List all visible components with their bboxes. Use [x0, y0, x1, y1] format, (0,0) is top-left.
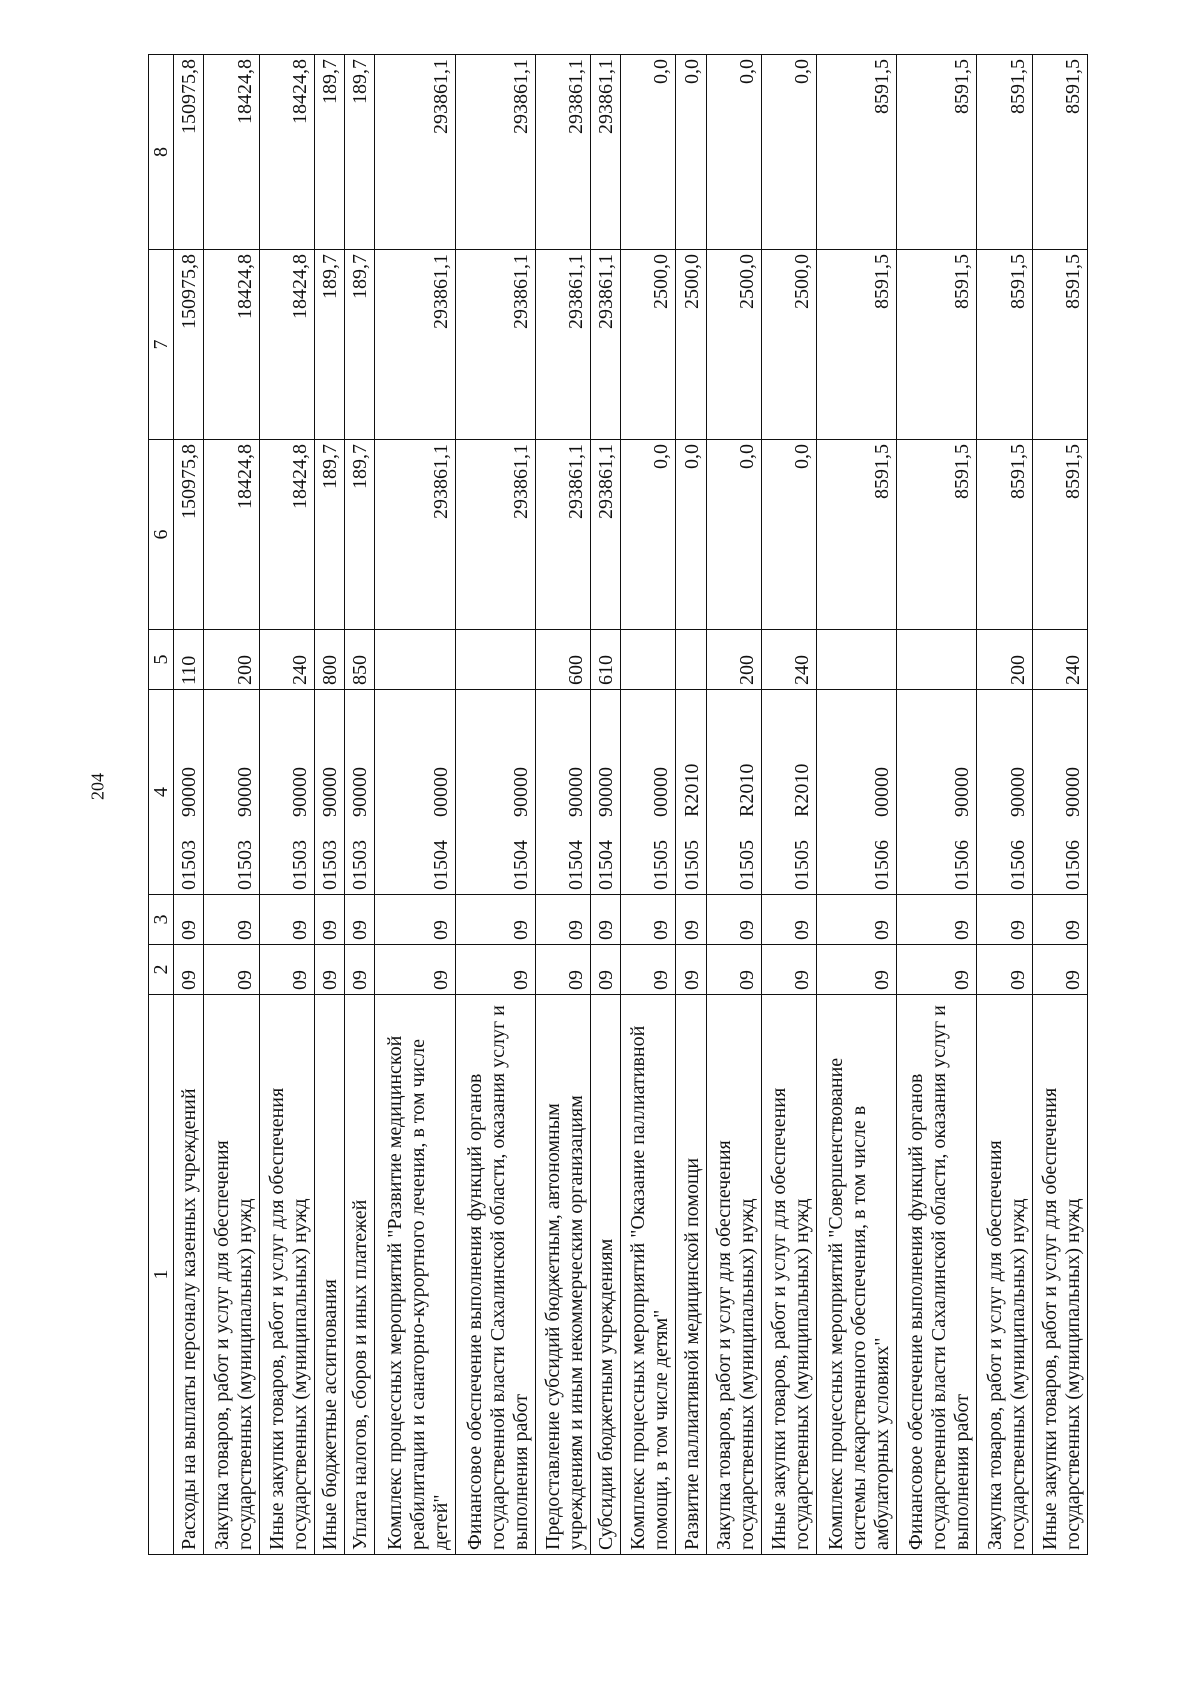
col6-value-cell: 293861,1 [455, 440, 535, 630]
col5-cell: 240 [1032, 630, 1087, 690]
col6-value-cell: 8591,5 [817, 440, 897, 630]
col2-cell: 09 [977, 945, 1032, 995]
col3-cell: 09 [174, 895, 204, 945]
col5-cell [375, 630, 455, 690]
row-name-cell: Иные закупки товаров, работ и услуг для обеспечения государственных (муниципальных) нужд [259, 995, 314, 1555]
row-name-cell: Закупка товаров, работ и услуг для обеспечения государственных (муниципальных) нужд [204, 995, 259, 1555]
col2-cell: 09 [314, 945, 344, 995]
col4-cell: 01503 90000 [314, 690, 344, 895]
table-row [375, 55, 455, 1555]
col4-cell: 01506 90000 [977, 690, 1032, 895]
col5-cell [455, 630, 535, 690]
table-row [535, 55, 590, 1555]
table-row [621, 55, 676, 1555]
header-row [149, 55, 174, 1555]
col2-cell: 09 [897, 945, 977, 995]
col7-value-cell: 293861,1 [455, 250, 535, 440]
col8-value-cell: 8591,5 [897, 55, 977, 250]
col3-cell: 09 [455, 895, 535, 945]
col2-cell: 09 [590, 945, 620, 995]
col3-cell: 09 [204, 895, 259, 945]
col6-value-cell: 8591,5 [977, 440, 1032, 630]
col5-cell: 200 [977, 630, 1032, 690]
row-name-cell: Субсидии бюджетным учреждениям [590, 995, 620, 1555]
col6-value-cell: 0,0 [761, 440, 816, 630]
col6-value-cell: 18424,8 [204, 440, 259, 630]
col2-cell: 09 [1032, 945, 1087, 995]
col5-cell: 800 [314, 630, 344, 690]
col8-value-cell: 8591,5 [977, 55, 1032, 250]
col3-cell: 09 [817, 895, 897, 945]
col4-cell: 01506 00000 [817, 690, 897, 895]
col8-value-cell: 8591,5 [1032, 55, 1087, 250]
col8-value-cell: 0,0 [761, 55, 816, 250]
col4-cell: 01503 90000 [259, 690, 314, 895]
col6-value-cell: 150975,8 [174, 440, 204, 630]
col5-cell [817, 630, 897, 690]
col8-value-cell: 293861,1 [455, 55, 535, 250]
col2-cell: 09 [174, 945, 204, 995]
col5-cell: 240 [259, 630, 314, 690]
col2-cell: 09 [817, 945, 897, 995]
col3-cell: 09 [621, 895, 676, 945]
col2-cell: 09 [535, 945, 590, 995]
col7-value-cell: 8591,5 [977, 250, 1032, 440]
col2-cell: 09 [706, 945, 761, 995]
col7-value-cell: 18424,8 [259, 250, 314, 440]
col4-cell: 01503 90000 [345, 690, 375, 895]
col4-cell: 01505 00000 [621, 690, 676, 895]
table-row [259, 55, 314, 1555]
col3-cell: 09 [259, 895, 314, 945]
page-number: 204 [87, 773, 108, 800]
row-name-cell: Предоставление субсидий бюджетным, автономным учреждениям и иным некоммерческим организациям [535, 995, 590, 1555]
col8-value-cell: 18424,8 [259, 55, 314, 250]
col5-cell: 240 [761, 630, 816, 690]
col8-value-cell: 293861,1 [375, 55, 455, 250]
table-row [1032, 55, 1087, 1555]
row-name-cell: Комплекс процессных мероприятий "Развитие медицинской реабилитации и санаторно-курортного лечения, в том числе детей" [375, 995, 455, 1555]
col2-cell: 09 [345, 945, 375, 995]
row-name-cell: Развитие паллиативной медицинской помощи [676, 995, 706, 1555]
col2-cell: 09 [676, 945, 706, 995]
col4-cell: 01506 90000 [1032, 690, 1087, 895]
col4-cell: 01505 R2010 [676, 690, 706, 895]
col8-value-cell: 0,0 [676, 55, 706, 250]
col3-cell: 09 [314, 895, 344, 945]
col2-cell: 09 [375, 945, 455, 995]
col3-cell: 09 [706, 895, 761, 945]
col8-value-cell: 0,0 [621, 55, 676, 250]
col7-value-cell: 293861,1 [590, 250, 620, 440]
col6-value-cell: 8591,5 [897, 440, 977, 630]
col5-cell: 850 [345, 630, 375, 690]
col4-cell: 01503 90000 [204, 690, 259, 895]
col8-value-cell: 18424,8 [204, 55, 259, 250]
col7-value-cell: 150975,8 [174, 250, 204, 440]
col2-cell: 09 [761, 945, 816, 995]
col4-cell: 01504 90000 [455, 690, 535, 895]
col6-value-cell: 0,0 [706, 440, 761, 630]
col3-cell: 09 [676, 895, 706, 945]
col8-value-cell: 293861,1 [535, 55, 590, 250]
row-name-cell: Закупка товаров, работ и услуг для обеспечения государственных (муниципальных) нужд [706, 995, 761, 1555]
col3-cell: 09 [977, 895, 1032, 945]
col6-value-cell: 293861,1 [590, 440, 620, 630]
row-name-cell: Финансовое обеспечение выполнения функций органов государственной власти Сахалинской области, оказания услуг и выполнения работ [897, 995, 977, 1555]
col7-value-cell: 8591,5 [1032, 250, 1087, 440]
col7-value-cell: 2500,0 [621, 250, 676, 440]
col4-cell: 01505 R2010 [706, 690, 761, 895]
row-name-cell: Иные закупки товаров, работ и услуг для обеспечения государственных (муниципальных) нужд [1032, 995, 1087, 1555]
col4-cell: 01505 R2010 [761, 690, 816, 895]
col3-cell: 09 [897, 895, 977, 945]
col6-value-cell: 18424,8 [259, 440, 314, 630]
col8-value-cell: 189,7 [345, 55, 375, 250]
table-row [345, 55, 375, 1555]
table-row [977, 55, 1032, 1555]
col3-cell: 09 [761, 895, 816, 945]
table-row [204, 55, 259, 1555]
col5-cell [676, 630, 706, 690]
row-name-cell: Комплекс процессных мероприятий "Оказание паллиативной помощи, в том числе детям" [621, 995, 676, 1555]
col7-value-cell: 189,7 [345, 250, 375, 440]
col7-value-cell: 189,7 [314, 250, 344, 440]
col6-value-cell: 189,7 [314, 440, 344, 630]
col4-cell: 01503 90000 [174, 690, 204, 895]
col3-cell: 09 [375, 895, 455, 945]
column-header: 1 [149, 995, 174, 1555]
col3-cell: 09 [590, 895, 620, 945]
col4-cell: 01504 90000 [535, 690, 590, 895]
col8-value-cell: 189,7 [314, 55, 344, 250]
row-name-cell: Иные закупки товаров, работ и услуг для обеспечения государственных (муниципальных) нужд [761, 995, 816, 1555]
col5-cell [621, 630, 676, 690]
col7-value-cell: 2500,0 [676, 250, 706, 440]
row-name-cell: Закупка товаров, работ и услуг для обеспечения государственных (муниципальных) нужд [977, 995, 1032, 1555]
col8-value-cell: 8591,5 [817, 55, 897, 250]
table-row [897, 55, 977, 1555]
col8-value-cell: 150975,8 [174, 55, 204, 250]
table-row [590, 55, 620, 1555]
column-header: 6 [149, 440, 174, 630]
col7-value-cell: 18424,8 [204, 250, 259, 440]
col3-cell: 09 [1032, 895, 1087, 945]
column-header: 5 [149, 630, 174, 690]
col7-value-cell: 8591,5 [817, 250, 897, 440]
table-row [817, 55, 897, 1555]
table-row [455, 55, 535, 1555]
col5-cell: 610 [590, 630, 620, 690]
row-name-cell: Комплекс процессных мероприятий "Совершенствование системы лекарственного обеспечения, в том числе в амбулаторных условиях" [817, 995, 897, 1555]
col6-value-cell: 189,7 [345, 440, 375, 630]
col4-cell: 01506 90000 [897, 690, 977, 895]
col5-cell: 200 [706, 630, 761, 690]
col7-value-cell: 8591,5 [897, 250, 977, 440]
col5-cell: 600 [535, 630, 590, 690]
col2-cell: 09 [204, 945, 259, 995]
col6-value-cell: 8591,5 [1032, 440, 1087, 630]
row-name-cell: Уплата налогов, сборов и иных платежей [345, 995, 375, 1555]
col6-value-cell: 0,0 [676, 440, 706, 630]
col3-cell: 09 [345, 895, 375, 945]
rotated-page-content [148, 55, 1088, 1555]
col8-value-cell: 0,0 [706, 55, 761, 250]
col8-value-cell: 293861,1 [590, 55, 620, 250]
col4-cell: 01504 00000 [375, 690, 455, 895]
col7-value-cell: 293861,1 [535, 250, 590, 440]
table-row [174, 55, 204, 1555]
col7-value-cell: 2500,0 [706, 250, 761, 440]
table-row [676, 55, 706, 1555]
col5-cell [897, 630, 977, 690]
column-header: 4 [149, 690, 174, 895]
col6-value-cell: 0,0 [621, 440, 676, 630]
col7-value-cell: 293861,1 [375, 250, 455, 440]
budget-table [148, 54, 1088, 1555]
table-row [761, 55, 816, 1555]
table-row [706, 55, 761, 1555]
col5-cell: 200 [204, 630, 259, 690]
column-header: 3 [149, 895, 174, 945]
col2-cell: 09 [455, 945, 535, 995]
row-name-cell: Расходы на выплаты персоналу казенных учреждений [174, 995, 204, 1555]
col6-value-cell: 293861,1 [375, 440, 455, 630]
col6-value-cell: 293861,1 [535, 440, 590, 630]
col2-cell: 09 [259, 945, 314, 995]
row-name-cell: Иные бюджетные ассигнования [314, 995, 344, 1555]
col7-value-cell: 2500,0 [761, 250, 816, 440]
col5-cell: 110 [174, 630, 204, 690]
column-header: 2 [149, 945, 174, 995]
column-header: 8 [149, 55, 174, 250]
col4-cell: 01504 90000 [590, 690, 620, 895]
col3-cell: 09 [535, 895, 590, 945]
row-name-cell: Финансовое обеспечение выполнения функций органов государственной власти Сахалинской области, оказания услуг и выполнения работ [455, 995, 535, 1555]
column-header: 7 [149, 250, 174, 440]
table-row [314, 55, 344, 1555]
col2-cell: 09 [621, 945, 676, 995]
